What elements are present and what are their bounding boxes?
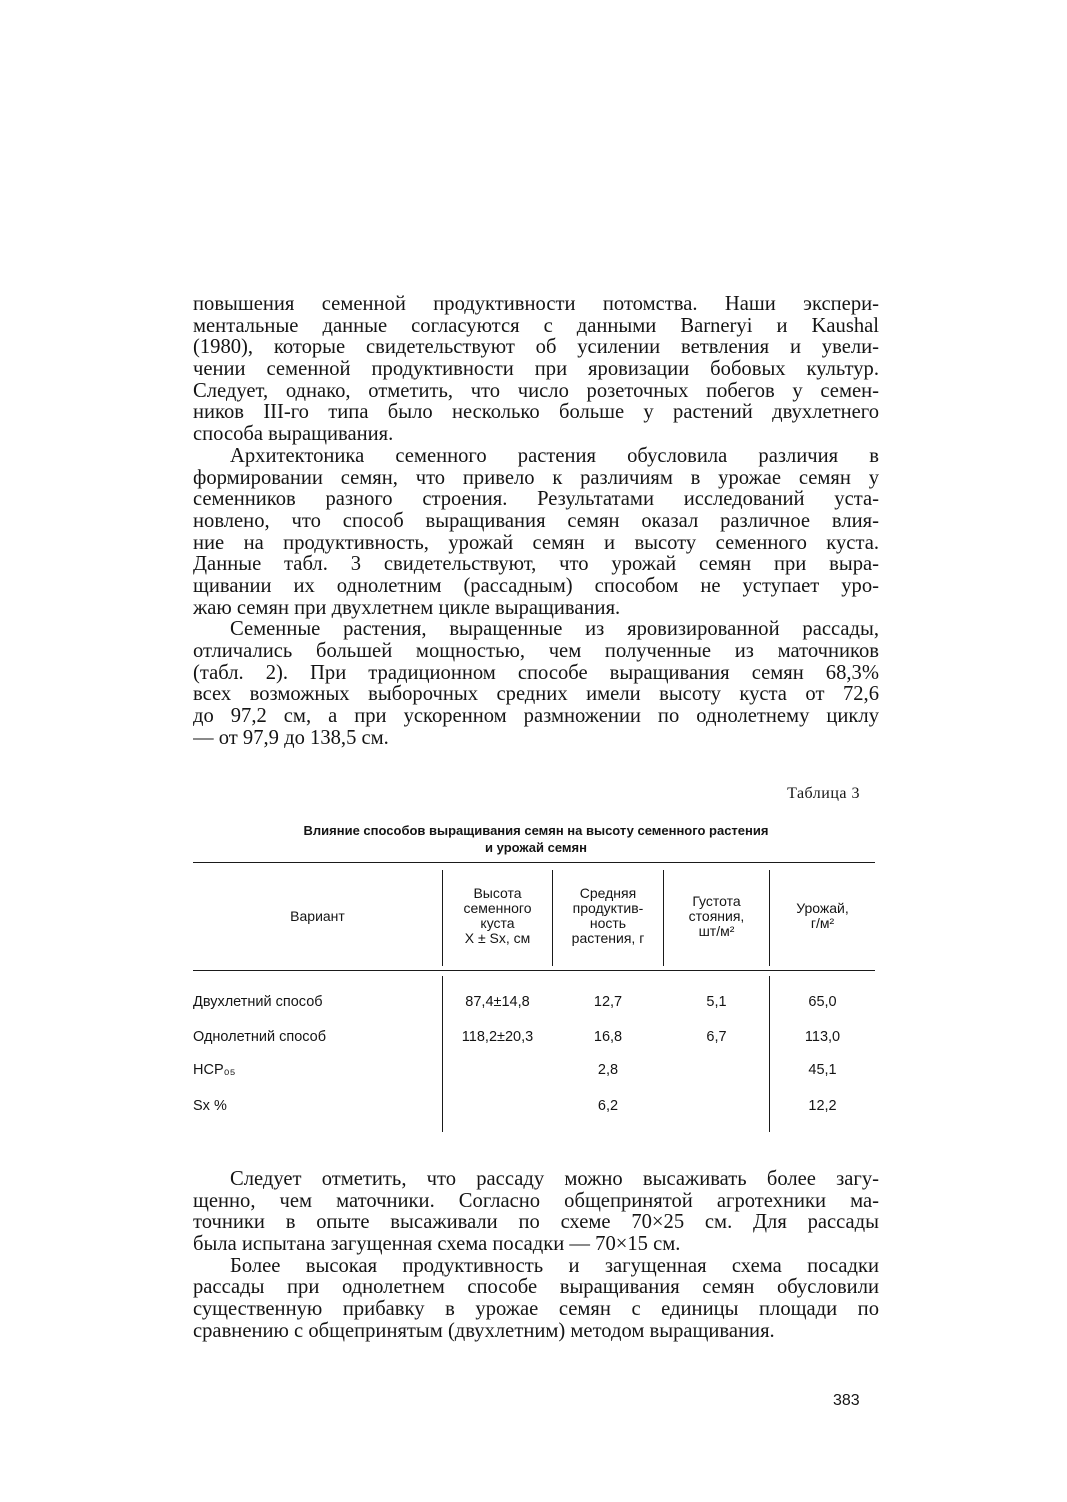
text-line: семенников разного строения. Результатами исследований уста-	[193, 489, 879, 511]
text-line: до 97,2 см, а при ускоренном размножении по однолетнему циклу	[193, 706, 879, 728]
text-line: Следует, однако, отметить, что число розеточных побегов у семен-	[193, 380, 879, 402]
text-line: жаю семян при двухлетнем цикле выращивания.	[193, 597, 621, 619]
table-cell-yield: 113,0	[804, 1029, 841, 1045]
body-text-top	[193, 294, 879, 749]
text-line: сравнению с общепринятым (двухлетним) методом выращивания.	[193, 1320, 775, 1342]
text-line: (табл. 2). При традиционном способе выращивания семян 68,3%	[193, 662, 879, 684]
header-bush-height: Высота семенного куста X ± Sx, см	[463, 885, 532, 946]
table-cell-variant: HCP₀₅	[193, 1062, 236, 1078]
text-line: существенную прибавку в урожае семян с единицы площади по	[193, 1299, 879, 1321]
text-line: — от 97,9 до 138,5 см.	[193, 727, 389, 749]
table-cell-density: 6,7	[706, 1029, 727, 1045]
header-variant: Вариант	[290, 907, 345, 924]
text-line: точники в опыте высаживали по схеме 70×25 см. Для рассады	[193, 1212, 879, 1234]
table-title	[193, 822, 879, 856]
table-header-rule	[193, 970, 875, 971]
text-line: ментальные данные согласуются с данными Barneryi и Kaushal	[193, 315, 879, 337]
text-line: Следует отметить, что рассаду можно высаживать более загу-	[230, 1169, 879, 1190]
table-label: Таблица 3	[787, 785, 860, 802]
text-line: Более высокая продуктивность и загущенная схема посадки	[230, 1255, 879, 1277]
table-cell-productivity: 6,2	[597, 1098, 619, 1114]
table-cell-yield: 12,2	[808, 1098, 837, 1114]
table-cell-variant: Однолетний способ	[193, 1029, 327, 1045]
text-line: чении семенной продуктивности при яровизации бобовых культур.	[193, 359, 879, 381]
table-cell-variant: Sx %	[193, 1098, 227, 1114]
text-line: формировании семян, что привело к различиям в урожае семян у	[193, 467, 879, 489]
text-line: новлено, что способ выращивания семян оказал различное влия-	[193, 510, 879, 532]
table-cell-yield: 65,0	[808, 994, 837, 1010]
text-line: щенно, чем маточники. Согласно общепринятой агротехники ма-	[193, 1190, 879, 1212]
text-line: всех возможных выборочных средних имели высоту куста от 72,6	[193, 684, 879, 706]
text-line: ние на продуктивность, урожай семян и высоту семенного куста.	[193, 532, 879, 554]
header-density: Густота стояния, шт/м²	[688, 892, 745, 939]
text-line: рассады при однолетнем способе выращивания семян обусловили	[193, 1277, 879, 1299]
table-cell-productivity: 16,8	[593, 1029, 623, 1045]
text-line: ников III-го типа было несколько больше у растений двухлетнего	[193, 402, 879, 424]
body-text-bottom	[193, 1169, 879, 1343]
text-line: была испытана загущенная схема посадки — 70×15 см.	[193, 1234, 681, 1256]
text-line: Архитектоника семенного растения обусловила различия в	[230, 445, 879, 467]
header-yield: Урожай, г/м²	[796, 900, 849, 931]
table-cell-productivity: 2,8	[597, 1062, 619, 1078]
text-line: Семенные растения, выращенные из яровизированной рассады,	[230, 619, 879, 641]
table-cell-density: 5,1	[706, 994, 727, 1010]
header-productivity: Средняя продуктив- ность растения, г	[571, 885, 645, 946]
table-cell-productivity: 12,7	[593, 994, 623, 1010]
table-cell-height: 118,2±20,3	[461, 1029, 534, 1045]
table-cell-yield: 45,1	[808, 1062, 837, 1078]
data-table	[193, 862, 875, 1132]
page-number: 383	[833, 1392, 860, 1409]
text-line: отличались большей мощностью, чем полученные из маточников	[193, 641, 879, 662]
table-cell-height: 87,4±14,8	[465, 994, 530, 1010]
table-title-line: Влияние способов выращивания семян на высоту семенного растения	[303, 823, 769, 838]
text-line: щивании их однолетним (рассадным) способом не уступает уро-	[193, 575, 879, 597]
table-title-line: и урожай семян	[485, 840, 587, 855]
text-line: Данные табл. 3 свидетельствуют, что урожай семян при выра-	[193, 554, 879, 576]
text-line: (1980), которые свидетельствуют об усилении ветвления и увели-	[193, 337, 879, 359]
text-line: способа выращивания.	[193, 424, 394, 446]
table-cell-variant: Двухлетний способ	[193, 994, 323, 1010]
text-line: повышения семенной продуктивности потомства. Наши экспери-	[193, 294, 879, 315]
